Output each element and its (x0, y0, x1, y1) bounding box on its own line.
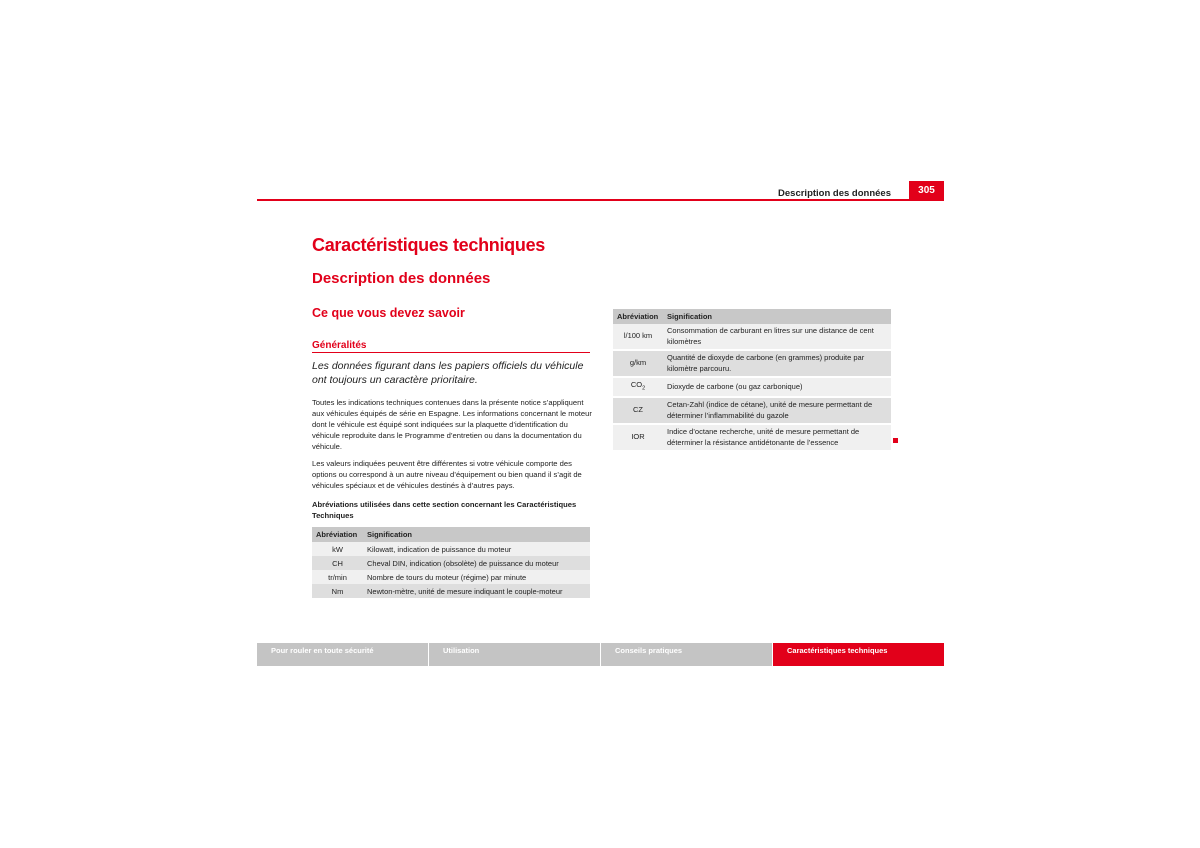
chapter-title: Caractéristiques techniques (312, 235, 545, 255)
topic-title: Généralités (312, 340, 367, 351)
topic-rule (312, 352, 590, 353)
section-title: Description des données (312, 270, 491, 287)
meaning-cell: Quantité de dioxyde de carbone (en grammes) produite par kilomètre parcouru. (663, 350, 891, 377)
abbreviation-cell: CZ (613, 397, 663, 424)
running-header-title: Description des données (778, 188, 891, 199)
column-header: Signification (663, 309, 891, 324)
column-header: Abréviation (613, 309, 663, 324)
subscript: 2 (642, 385, 646, 392)
table-row (312, 570, 590, 584)
abbreviations-table-2 (613, 309, 891, 450)
abbreviation-cell: kW (312, 542, 363, 556)
table-row (613, 377, 891, 397)
meaning-cell: Dioxyde de carbone (ou gaz carbonique) (663, 377, 891, 397)
abbreviation-cell: Nm (312, 584, 363, 598)
column-header: Signification (363, 527, 590, 542)
abbreviation-cell: CH (312, 556, 363, 570)
table-row (613, 397, 891, 424)
body-paragraph: Les valeurs indiquées peuvent être différentes si votre véhicule comporte des options ou correspond à un autre niveau d’équipement ou bien quand il s’agit de véhicules spéciaux et de véhicules destinés à d’autres pays. (312, 459, 582, 490)
footer-tab-technical-specs[interactable]: Caractéristiques techniques (773, 643, 944, 666)
table-caption: Abréviations utilisées dans cette section concernant les Caractéristiques Techniques (312, 500, 577, 520)
table-row (312, 556, 590, 570)
meaning-cell: Cheval DIN, indication (obsolète) de puissance du moteur (363, 556, 590, 570)
table-header-row (613, 309, 891, 324)
footer-tab-usage[interactable]: Utilisation (429, 643, 600, 666)
table-row (613, 424, 891, 450)
body-paragraph: Toutes les indications techniques contenues dans la présente notice s’appliquent aux véhicules équipés de série en Espagne. Les informations concernant le moteur dont le véhicule est équipé sont indiquées sur la plaquette d’identification du véhicule reproduite dans le Programme d’entretien ou dans la documentation du véhicule. (312, 398, 592, 451)
meaning-cell: Newton-mètre, unité de mesure indiquant le couple-moteur (363, 584, 590, 598)
footer-tab-tips[interactable]: Conseils pratiques (601, 643, 772, 666)
table-header-row (312, 527, 590, 542)
end-of-section-marker (893, 438, 898, 443)
table-row (613, 350, 891, 377)
meaning-cell: Indice d’octane recherche, unité de mesure permettant de déterminer la résistance antidétonante de l’essence (663, 424, 891, 450)
abbreviation-cell: tr/min (312, 570, 363, 584)
column-header: Abréviation (312, 527, 363, 542)
page-number: 305 (909, 181, 944, 200)
header-rule (257, 199, 944, 201)
abbreviation-cell (613, 377, 663, 397)
meaning-cell: Cetan-Zahl (indice de cétane), unité de mesure permettant de déterminer l’inflammabilité du gazole (663, 397, 891, 424)
abbreviation-cell: IOR (613, 424, 663, 450)
table-row (312, 542, 590, 556)
abbreviation-cell: g/km (613, 350, 663, 377)
table-row (613, 324, 891, 350)
abbreviation-text: CO (630, 380, 643, 389)
subsection-title: Ce que vous devez savoir (312, 306, 465, 320)
meaning-cell: Consommation de carburant en litres sur une distance de cent kilomètres (663, 324, 891, 350)
abbreviations-table-1 (312, 527, 590, 598)
meaning-cell: Nombre de tours du moteur (régime) par minute (363, 570, 590, 584)
abbreviation-cell: l/100 km (613, 324, 663, 350)
footer-tab-safety[interactable]: Pour rouler en toute sécurité (257, 643, 428, 666)
table-row (312, 584, 590, 598)
meaning-cell: Kilowatt, indication de puissance du moteur (363, 542, 590, 556)
lead-paragraph: Les données figurant dans les papiers officiels du véhicule ont toujours un caractère prioritaire. (312, 360, 584, 386)
